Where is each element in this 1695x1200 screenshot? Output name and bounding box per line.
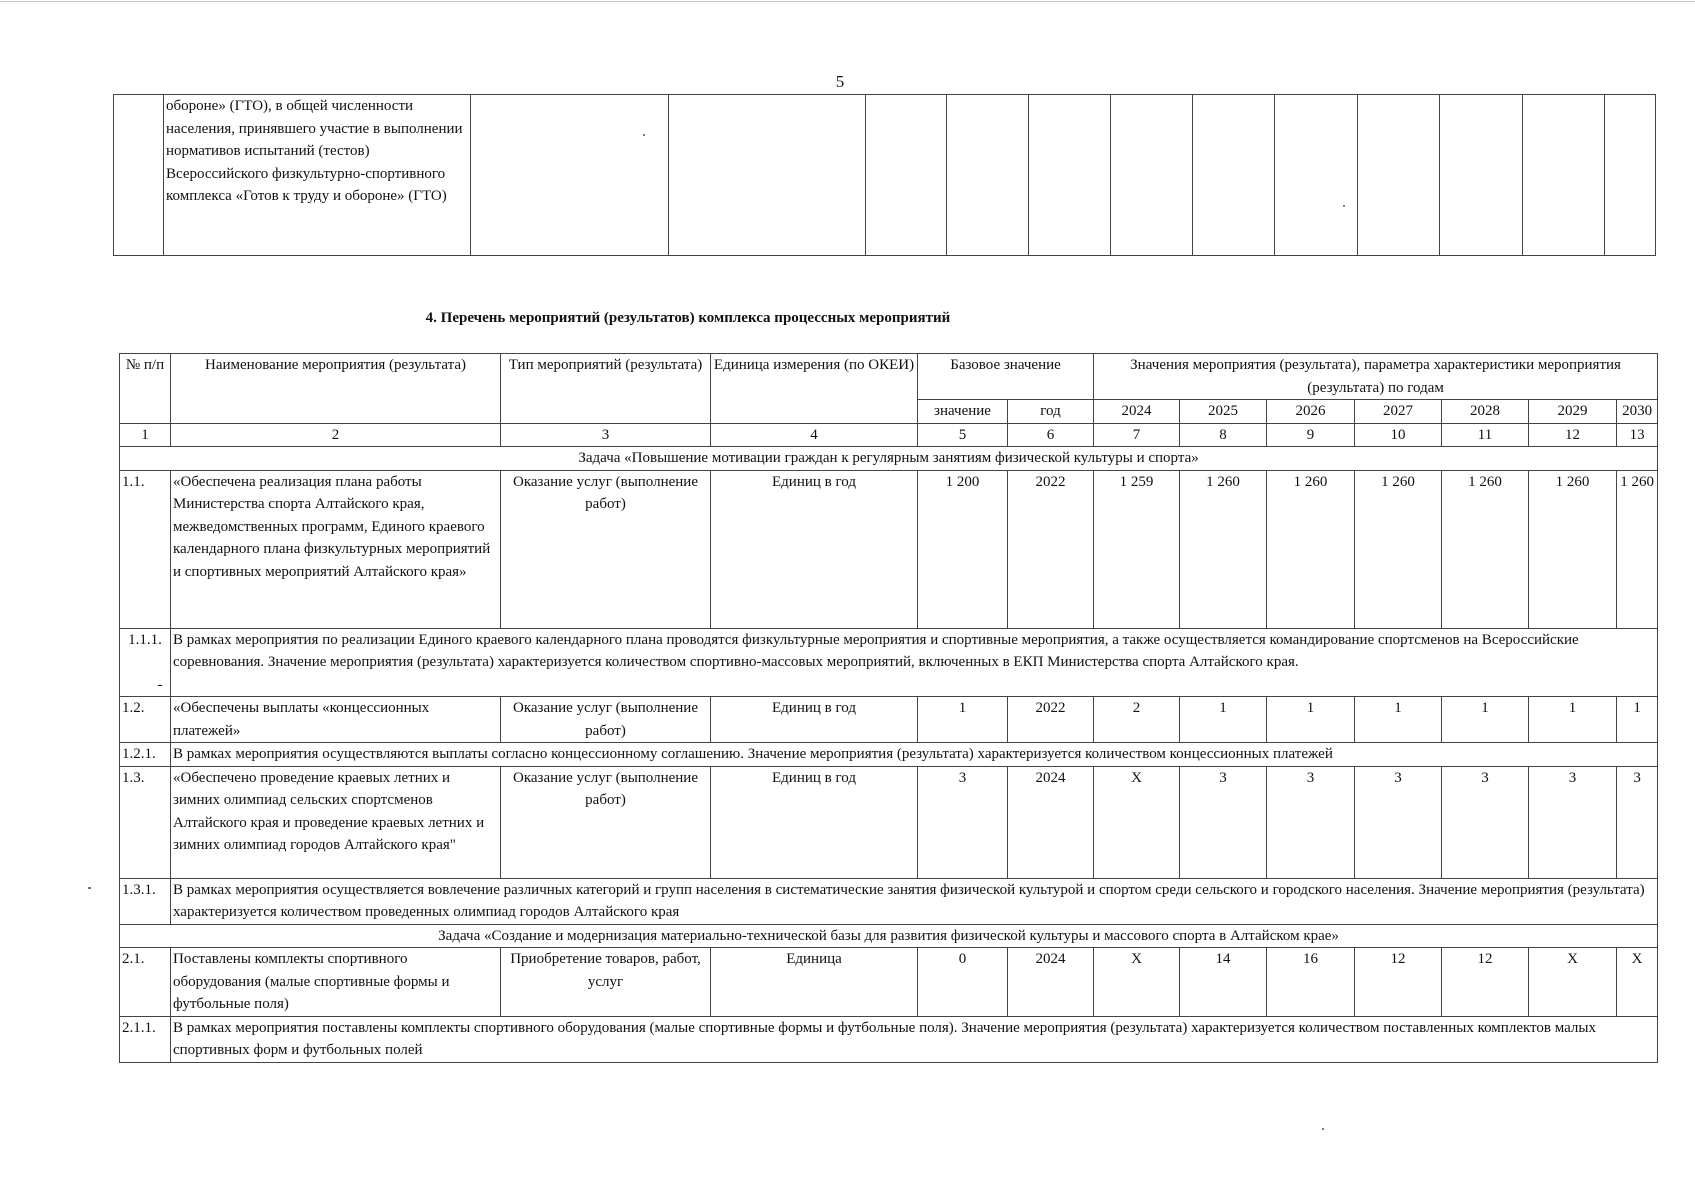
column-number: 6 (1008, 423, 1094, 447)
row-value: 1 260 (1529, 470, 1617, 628)
table-row-1-2-1 (120, 743, 1658, 767)
row-value: 16 (1267, 948, 1355, 1017)
row-value: 3 (1355, 766, 1442, 878)
row-base-year: 2022 (1008, 697, 1094, 743)
row-value: X (1617, 948, 1658, 1017)
row-value: 1 (1355, 697, 1442, 743)
row-value: X (1094, 948, 1180, 1017)
column-number-row (120, 423, 1658, 447)
row-unit: Единица (711, 948, 918, 1017)
row-value: X (1529, 948, 1617, 1017)
row-num: 1.3.1. (120, 878, 171, 924)
row-value: 2 (1094, 697, 1180, 743)
row-value: 3 (1180, 766, 1267, 878)
row-num: 1.1. (120, 470, 171, 628)
header-row-1 (120, 354, 1658, 400)
row-base-year: 2024 (1008, 948, 1094, 1017)
header-type: Тип мероприятий (результата) (501, 354, 711, 424)
column-number: 5 (918, 423, 1008, 447)
row-base-value: 1 (918, 697, 1008, 743)
row-base-year: 2024 (1008, 766, 1094, 878)
header-base: Базовое значение (918, 354, 1094, 400)
header-year: 2027 (1355, 400, 1442, 424)
column-number: 10 (1355, 423, 1442, 447)
row-base-value: 0 (918, 948, 1008, 1017)
task-1: Задача «Повышение мотивации граждан к регулярным занятиям физической культуры и спорта» (120, 447, 1658, 471)
column-number: 4 (711, 423, 918, 447)
row-value: 1 (1180, 697, 1267, 743)
column-number: 1 (120, 423, 171, 447)
row-type: Оказание услуг (выполнение работ) (501, 470, 711, 628)
row-type: Оказание услуг (выполнение работ) (501, 766, 711, 878)
column-number: 8 (1180, 423, 1267, 447)
header-year: 2025 (1180, 400, 1267, 424)
row-description: В рамках мероприятия осуществляются выплаты согласно концессионному соглашению. Значение мероприятия (результата) характеризуется количеством концессионных платежей (171, 743, 1658, 767)
header-name: Наименование мероприятия (результата) (171, 354, 501, 424)
row-num: 2.1.1. (120, 1016, 171, 1062)
row-num: 1.3. (120, 766, 171, 878)
column-number: 2 (171, 423, 501, 447)
row-value: 12 (1355, 948, 1442, 1017)
events-table (119, 353, 1658, 1063)
header-unit: Единица измерения (по ОКЕИ) (711, 354, 918, 424)
row-base-year: 2022 (1008, 470, 1094, 628)
task-row-1 (120, 447, 1658, 471)
task-2: Задача «Создание и модернизация материально-технической базы для развития физической культуры и массового спорта в Алтайском крае» (120, 924, 1658, 948)
row-value: 1 260 (1442, 470, 1529, 628)
row-value: 1 260 (1267, 470, 1355, 628)
row-unit: Единиц в год (711, 697, 918, 743)
continued-row (114, 95, 1656, 256)
row-num: 1.2. (120, 697, 171, 743)
page-number: 5 (835, 72, 845, 91)
header-num: № п/п (120, 354, 171, 424)
header-year: 2024 (1094, 400, 1180, 424)
continued-table (113, 94, 1656, 256)
row-name: «Обеспечена реализация плана работы Министерства спорта Алтайского края, межведомственных программ, Единого краевого календарного плана физкультурных мероприятий и спортивных мероприятий Алтайского края» (171, 470, 501, 628)
header-year: 2028 (1442, 400, 1529, 424)
table-row-2-1-1 (120, 1016, 1658, 1062)
row-description: В рамках мероприятия осуществляется вовлечение различных категорий и групп населения в систематические занятия физической культурой и спортом среди сельского и городского населения. Значение мероприятия (результата) характеризуется количеством проведенных олимпиад городов Алтайского края (171, 878, 1658, 924)
scan-dash-mark: - (157, 676, 163, 693)
row-value: X (1094, 766, 1180, 878)
header-base-value: значение (918, 400, 1008, 424)
row-num: 2.1. (120, 948, 171, 1017)
row-type: Приобретение товаров, работ, услуг (501, 948, 711, 1017)
section-title: 4. Перечень мероприятий (результатов) комплекса процессных мероприятий (425, 310, 951, 326)
row-unit: Единиц в год (711, 766, 918, 878)
row-name: Поставлены комплекты спортивного оборудования (малые спортивные формы и футбольные поля) (171, 948, 501, 1017)
table-row-1-3 (120, 766, 1658, 878)
row-value: 1 260 (1617, 470, 1658, 628)
row-value: 12 (1442, 948, 1529, 1017)
row-value: 1 259 (1094, 470, 1180, 628)
row-num-text: 1.1.1. (128, 631, 162, 648)
row-value: 1 (1617, 697, 1658, 743)
row-value: 3 (1267, 766, 1355, 878)
table-row-1-1 (120, 470, 1658, 628)
row-unit: Единиц в год (711, 470, 918, 628)
column-number: 11 (1442, 423, 1529, 447)
row-type: Оказание услуг (выполнение работ) (501, 697, 711, 743)
row-num (120, 628, 171, 697)
header-values-group: Значения мероприятия (результата), параметра характеристики мероприятия (результата) по годам (1094, 354, 1658, 400)
task-row-2 (120, 924, 1658, 948)
continued-name-cell: обороне» (ГТО), в общей численности населения, принявшего участие в выполнении нормативов испытаний (тестов) Всероссийского физкультурно-спортивного комплекса «Готов к труду и обороне» (ГТО) (164, 95, 471, 256)
row-description: В рамках мероприятия по реализации Единого краевого календарного плана проводятся физкультурные мероприятия и спортивные мероприятия, а также осуществляется командирование спортсменов на Всероссийские соревнования. Значение мероприятия (результата) характеризуется количеством спортивно-массовых мероприятий, включенных в ЕКП Министерства спорта Алтайского края. (171, 628, 1658, 697)
row-value: 3 (1617, 766, 1658, 878)
table-row-2-1 (120, 948, 1658, 1017)
table-row-1-2 (120, 697, 1658, 743)
row-base-value: 3 (918, 766, 1008, 878)
row-description: В рамках мероприятия поставлены комплекты спортивного оборудования (малые спортивные формы и футбольные поля). Значение мероприятия (результата) характеризуется количеством поставленных комплектов малых спортивных форм и футбольных полей (171, 1016, 1658, 1062)
scan-speck (1343, 205, 1345, 207)
column-number: 9 (1267, 423, 1355, 447)
header-year: 2029 (1529, 400, 1617, 424)
row-value: 1 (1529, 697, 1617, 743)
row-value: 1 260 (1180, 470, 1267, 628)
column-number: 3 (501, 423, 711, 447)
column-number: 13 (1617, 423, 1658, 447)
row-num: 1.2.1. (120, 743, 171, 767)
scan-speck (1322, 1128, 1324, 1130)
column-number: 7 (1094, 423, 1180, 447)
scan-speck (643, 134, 645, 136)
row-value: 3 (1442, 766, 1529, 878)
table-row-1-1-1 (120, 628, 1658, 697)
row-base-value: 1 200 (918, 470, 1008, 628)
row-value: 3 (1529, 766, 1617, 878)
scan-speck (88, 887, 91, 889)
table-row-1-3-1 (120, 878, 1658, 924)
row-value: 1 (1442, 697, 1529, 743)
row-name: «Обеспечены выплаты «концессионных платежей» (171, 697, 501, 743)
header-base-year: год (1008, 400, 1094, 424)
row-value: 1 260 (1355, 470, 1442, 628)
column-number: 12 (1529, 423, 1617, 447)
row-name: «Обеспечено проведение краевых летних и зимних олимпиад сельских спортсменов Алтайского края и проведение краевых летних и зимних олимпиад городов Алтайского края" (171, 766, 501, 878)
row-value: 1 (1267, 697, 1355, 743)
scan-top-edge (0, 1, 1695, 2)
header-year: 2030 (1617, 400, 1658, 424)
row-value: 14 (1180, 948, 1267, 1017)
header-year: 2026 (1267, 400, 1355, 424)
